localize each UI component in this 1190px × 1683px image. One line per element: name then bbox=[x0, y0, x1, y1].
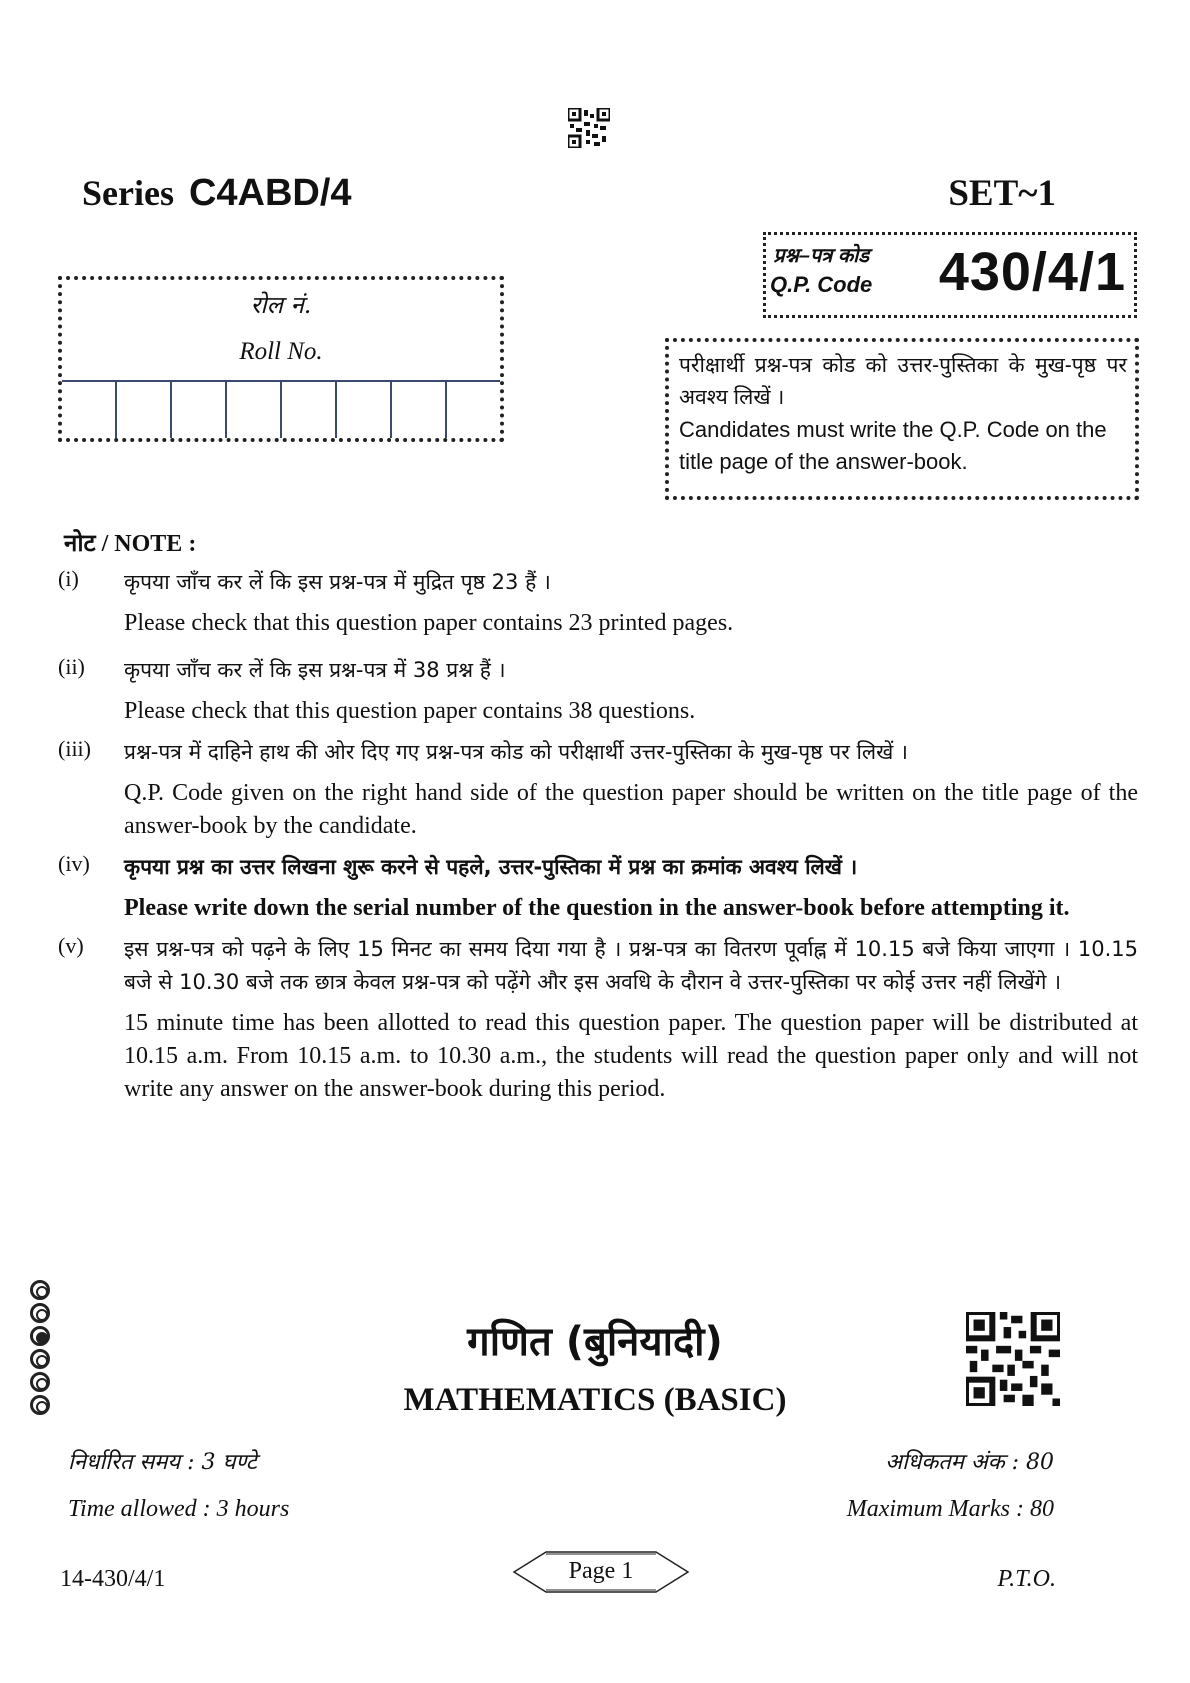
note-item bbox=[58, 736, 1138, 843]
note-item bbox=[58, 566, 1138, 640]
footer-pto: P.T.O. bbox=[997, 1566, 1056, 1592]
roll-cell[interactable] bbox=[282, 382, 337, 438]
qp-code-label-en: Q.P. Code bbox=[770, 272, 873, 297]
qr-code-large bbox=[966, 1312, 1060, 1406]
note-text-en: 15 minute time has been allotted to read this question paper. The question paper will be distributed at 10.15 a.m. From 10.15 a.m. to 10.30 a.m., the students will read the question paper only and will not write any answer on the answer-book during this period. bbox=[124, 1010, 1138, 1102]
maximum-marks-en: Maximum Marks : 80 bbox=[846, 1496, 1054, 1522]
note-title: नोट / NOTE : bbox=[64, 531, 197, 557]
ring-icon bbox=[30, 1280, 50, 1300]
roll-label-hi: रोल नं. bbox=[250, 291, 312, 319]
roll-cell[interactable] bbox=[62, 382, 117, 438]
roll-cell[interactable] bbox=[172, 382, 227, 438]
note-item bbox=[58, 654, 1138, 728]
roll-cell[interactable] bbox=[392, 382, 447, 438]
note-text-hi: कृपया प्रश्न का उत्तर लिखना शुरू करने से पहले, उत्तर-पुस्तिका में प्रश्न का क्रमांक अवश्य लिखें । bbox=[124, 855, 858, 879]
page-number-badge bbox=[512, 1550, 690, 1594]
page-number-label: Page 1 bbox=[568, 1558, 634, 1584]
subject-title-hi: गणित (बुनियादी) bbox=[467, 1319, 723, 1365]
roll-label-en: Roll No. bbox=[239, 338, 323, 365]
series-label: Series bbox=[82, 173, 174, 213]
roll-number-cells bbox=[62, 380, 500, 438]
note-text-en: Please check that this question paper contains 38 questions. bbox=[124, 698, 696, 724]
roll-cell[interactable] bbox=[227, 382, 282, 438]
time-allowed-hi: निर्धारित समय : 3 घण्टे bbox=[68, 1450, 257, 1475]
qp-code-value: 430/4/1 bbox=[938, 242, 1126, 302]
qr-code-small bbox=[568, 108, 610, 148]
roll-cell[interactable] bbox=[447, 382, 500, 438]
series-heading bbox=[82, 172, 352, 215]
subject-title-en: MATHEMATICS (BASIC) bbox=[403, 1382, 787, 1418]
note-number: (iv) bbox=[58, 851, 90, 876]
note-number: (ii) bbox=[58, 654, 85, 679]
note-list bbox=[58, 566, 1138, 1106]
note-text-hi: कृपया जाँच कर लें कि इस प्रश्न-पत्र में 38 प्रश्न हैं । bbox=[124, 658, 506, 682]
roll-number-box bbox=[58, 276, 504, 442]
note-item bbox=[58, 851, 1138, 925]
series-code: C4ABD/4 bbox=[188, 172, 352, 214]
note-text-hi: कृपया जाँच कर लें कि इस प्रश्न-पत्र में मुद्रित पृष्ठ 23 हैं । bbox=[124, 570, 551, 594]
note-number: (i) bbox=[58, 566, 79, 591]
candidate-instruction-box bbox=[665, 338, 1139, 500]
candidate-instruction-en: Candidates must write the Q.P. Code on the title page of the answer-book. bbox=[679, 417, 1107, 474]
footer-paper-code: 14-430/4/1 bbox=[60, 1566, 166, 1592]
note-text-hi: प्रश्न-पत्र में दाहिने हाथ की ओर दिए गए प्रश्न-पत्र कोड को परीक्षार्थी उत्तर-पुस्तिका के मुख-पृष्ठ पर लिखें । bbox=[124, 740, 908, 764]
note-text-en: Please write down the serial number of the question in the answer-book before attempting it. bbox=[124, 895, 1070, 921]
note-item bbox=[58, 933, 1138, 1106]
roll-cell[interactable] bbox=[337, 382, 392, 438]
roll-cell[interactable] bbox=[117, 382, 172, 438]
note-text-hi: इस प्रश्न-पत्र को पढ़ने के लिए 15 मिनट का समय दिया गया है । प्रश्न-पत्र का वितरण पूर्वाह्न में 10.15 बजे किया जाएगा । 10.15 बजे से 10.30 बजे तक छात्र केवल प्रश्न-पत्र को पढ़ेंगे और इस अवधि के दौरान वे उत्तर-पुस्तिका पर कोई उत्तर नहीं लिखेंगे । bbox=[124, 937, 1138, 994]
candidate-instruction-hi: परीक्षार्थी प्रश्न-पत्र कोड को उत्तर-पुस्तिका के मुख-पृष्ठ पर अवश्य लिखें । bbox=[679, 354, 1127, 409]
qp-code-label-hi: प्रश्न–पत्र कोड bbox=[773, 245, 870, 267]
maximum-marks-hi: अधिकतम अंक : 80 bbox=[885, 1450, 1054, 1475]
qp-code-box bbox=[763, 232, 1137, 318]
note-text-en: Please check that this question paper contains 23 printed pages. bbox=[124, 610, 734, 636]
time-allowed-en: Time allowed : 3 hours bbox=[68, 1496, 290, 1522]
set-label: SET~1 bbox=[948, 173, 1056, 214]
note-text-en: Q.P. Code given on the right hand side of the question paper should be written on the title page of the answer-book by the candidate. bbox=[124, 780, 1138, 839]
note-number: (v) bbox=[58, 933, 84, 958]
note-number: (iii) bbox=[58, 736, 91, 761]
